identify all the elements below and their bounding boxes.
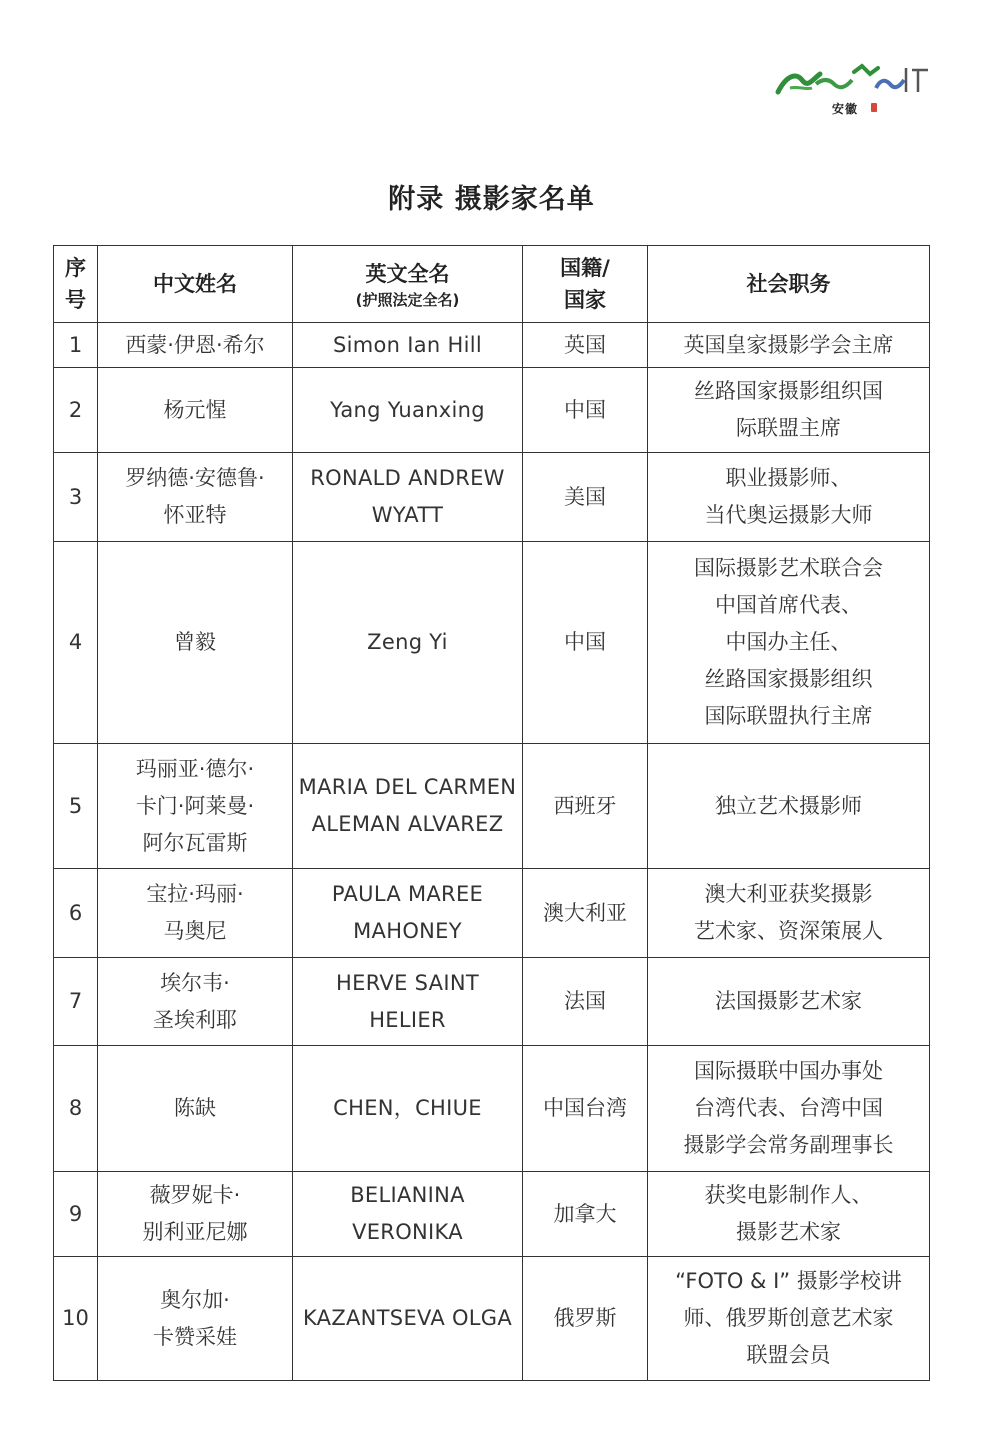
cell-en-name	[293, 453, 523, 542]
photographer-table	[53, 245, 930, 1381]
cell-nationality: 美国	[523, 453, 648, 542]
cell-en-name-line: Yang Yuanxing	[330, 397, 485, 422]
cell-cn-name-line: 马奥尼	[163, 919, 227, 943]
cell-position-line: 澳大利亚获奖摄影	[704, 882, 873, 906]
cell-position-line: “FOTO & I” 摄影学校讲	[675, 1269, 902, 1293]
cell-position	[648, 869, 930, 958]
cell-cn-name-line: 埃尔韦·	[160, 970, 230, 995]
cell-cn-name-line: 阿尔瓦雷斯	[142, 830, 248, 855]
cell-position	[648, 453, 930, 542]
cell-position-line: 职业摄影师、	[725, 466, 852, 490]
cell-en-name-line: MAHONEY	[353, 919, 462, 943]
cell-position-line: 际联盟主席	[736, 416, 841, 440]
cell-position-line: 国际摄影艺术联合会	[694, 556, 883, 580]
cell-position-line: 丝路国家摄影组织	[704, 667, 873, 691]
cell-position-line: 国际摄联中国办事处	[694, 1059, 883, 1083]
cell-en-name-line: HERVE SAINT	[336, 970, 479, 995]
header-row	[54, 246, 930, 323]
cell-en-name-line: HELIER	[369, 1007, 446, 1032]
table-row	[54, 542, 930, 744]
cell-position-line: 中国首席代表、	[715, 593, 862, 617]
cell-cn-name-line: 圣埃利耶	[153, 1007, 237, 1032]
header-cn-name: 中文姓名	[98, 246, 293, 323]
cell-nationality: 澳大利亚	[523, 869, 648, 958]
cell-cn-name-line: 杨元惺	[163, 397, 227, 422]
cell-cn-name	[98, 958, 293, 1046]
cell-en-name	[293, 1046, 523, 1172]
cell-no: 5	[54, 744, 98, 869]
cell-en-name-line: PAULA MAREE	[331, 882, 484, 906]
cell-en-name-line: VERONIKA	[352, 1220, 463, 1244]
cell-cn-name-line: 曾毅	[174, 630, 216, 654]
cell-en-name-line: KAZANTSEVA OLGA	[302, 1306, 513, 1330]
cell-position-line: 获奖电影制作人、	[704, 1183, 873, 1207]
header-no: 序 号	[54, 246, 98, 323]
cell-position	[648, 1046, 930, 1172]
cell-nationality: 俄罗斯	[523, 1257, 648, 1381]
header-en-name-sub: (护照法定全名)	[355, 291, 460, 309]
cell-position	[648, 323, 930, 368]
cell-position-line: 丝路国家摄影组织国	[694, 379, 883, 403]
cell-position-line: 法国摄影艺术家	[715, 989, 862, 1013]
cell-nationality: 中国	[523, 368, 648, 453]
cell-nationality: 加拿大	[523, 1172, 648, 1257]
cell-position-line: 独立艺术摄影师	[715, 793, 862, 818]
cell-position-line: 联盟会员	[746, 1343, 831, 1367]
table-row	[54, 744, 930, 869]
cell-no: 1	[54, 323, 98, 368]
cell-cn-name	[98, 1172, 293, 1257]
cell-en-name	[293, 1257, 523, 1381]
table-row	[54, 368, 930, 453]
cell-en-name	[293, 958, 523, 1046]
cell-cn-name	[98, 744, 293, 869]
table-row	[54, 323, 930, 368]
cell-cn-name-line: 奥尔加·	[160, 1287, 230, 1312]
header-position: 社会职务	[648, 246, 930, 323]
cell-no: 2	[54, 368, 98, 453]
cell-cn-name-line: 薇罗妮卡·	[149, 1183, 241, 1207]
cell-no: 9	[54, 1172, 98, 1257]
cell-cn-name	[98, 542, 293, 744]
cell-en-name	[293, 869, 523, 958]
cell-en-name-line: RONALD ANDREW	[310, 466, 505, 490]
logo-caption: 安徽	[832, 102, 859, 116]
cell-en-name	[293, 368, 523, 453]
cell-en-name-line: ALEMAN ALVAREZ	[311, 812, 504, 836]
cell-position	[648, 744, 930, 869]
cell-position-line: 摄影艺术家	[736, 1220, 841, 1244]
cell-cn-name-line: 罗纳德·安德鲁·	[125, 466, 265, 490]
page-title: 附录 摄影家名单	[388, 184, 595, 215]
cell-position	[648, 542, 930, 744]
table-row	[54, 1046, 930, 1172]
cell-no: 4	[54, 542, 98, 744]
cell-nationality: 西班牙	[523, 744, 648, 869]
cell-en-name	[293, 323, 523, 368]
cell-no: 8	[54, 1046, 98, 1172]
cell-position-line: 英国皇家摄影学会主席	[683, 332, 894, 357]
cell-position	[648, 368, 930, 453]
cell-cn-name-line: 宝拉·玛丽·	[146, 882, 244, 906]
cell-nationality: 中国台湾	[523, 1046, 648, 1172]
cell-cn-name-line: 西蒙·伊恩·希尔	[125, 332, 265, 357]
cell-cn-name-line: 怀亚特	[163, 503, 227, 527]
cell-en-name-line: BELIANINA	[350, 1183, 465, 1207]
table-row	[54, 958, 930, 1046]
cell-position-line: 艺术家、资深策展人	[694, 919, 883, 943]
cell-no: 6	[54, 869, 98, 958]
cell-position-line: 师、俄罗斯创意艺术家	[683, 1306, 894, 1330]
cell-en-name	[293, 744, 523, 869]
cell-en-name-line: CHEN，CHIUE	[333, 1096, 482, 1120]
logo-seal-icon	[871, 103, 877, 112]
cell-en-name-line: Zeng Yi	[367, 630, 448, 654]
cell-nationality: 中国	[523, 542, 648, 744]
cell-cn-name-line: 别利亚尼娜	[142, 1220, 248, 1244]
table-row	[54, 869, 930, 958]
cell-cn-name-line: 卡赞采娃	[153, 1324, 237, 1349]
cell-position-line: 中国办主任、	[725, 630, 852, 654]
cell-no: 10	[54, 1257, 98, 1381]
cell-position-line: 国际联盟执行主席	[704, 704, 873, 728]
cell-en-name-line: WYATT	[371, 503, 444, 527]
cell-cn-name	[98, 1046, 293, 1172]
cell-cn-name	[98, 323, 293, 368]
table-row	[54, 453, 930, 542]
cell-position-line: 当代奥运摄影大师	[704, 503, 873, 527]
cell-position	[648, 1172, 930, 1257]
header-nationality: 国籍/ 国家	[523, 246, 648, 323]
cell-position	[648, 958, 930, 1046]
cell-cn-name	[98, 368, 293, 453]
cell-cn-name-line: 陈缺	[174, 1096, 216, 1120]
cell-en-name-line: Simon Ian Hill	[333, 332, 482, 357]
cell-position-line: 摄影学会常务副理事长	[683, 1133, 894, 1157]
table-row	[54, 1172, 930, 1257]
cell-no: 3	[54, 453, 98, 542]
cell-position	[648, 1257, 930, 1381]
cell-cn-name	[98, 453, 293, 542]
cell-en-name	[293, 542, 523, 744]
cell-cn-name	[98, 869, 293, 958]
cell-cn-name-line: 玛丽亚·德尔·	[135, 756, 255, 781]
table-row	[54, 1257, 930, 1381]
cell-position-line: 台湾代表、台湾中国	[694, 1096, 883, 1120]
cell-no: 7	[54, 958, 98, 1046]
cell-en-name	[293, 1172, 523, 1257]
cell-en-name-line: MARIA DEL CARMEN	[298, 775, 517, 799]
header-en-name: 英文全名 (护照法定全名)	[293, 246, 523, 323]
cell-cn-name	[98, 1257, 293, 1381]
cell-cn-name-line: 卡门·阿莱曼·	[135, 793, 255, 818]
cell-nationality: 法国	[523, 958, 648, 1046]
cell-nationality: 英国	[523, 323, 648, 368]
